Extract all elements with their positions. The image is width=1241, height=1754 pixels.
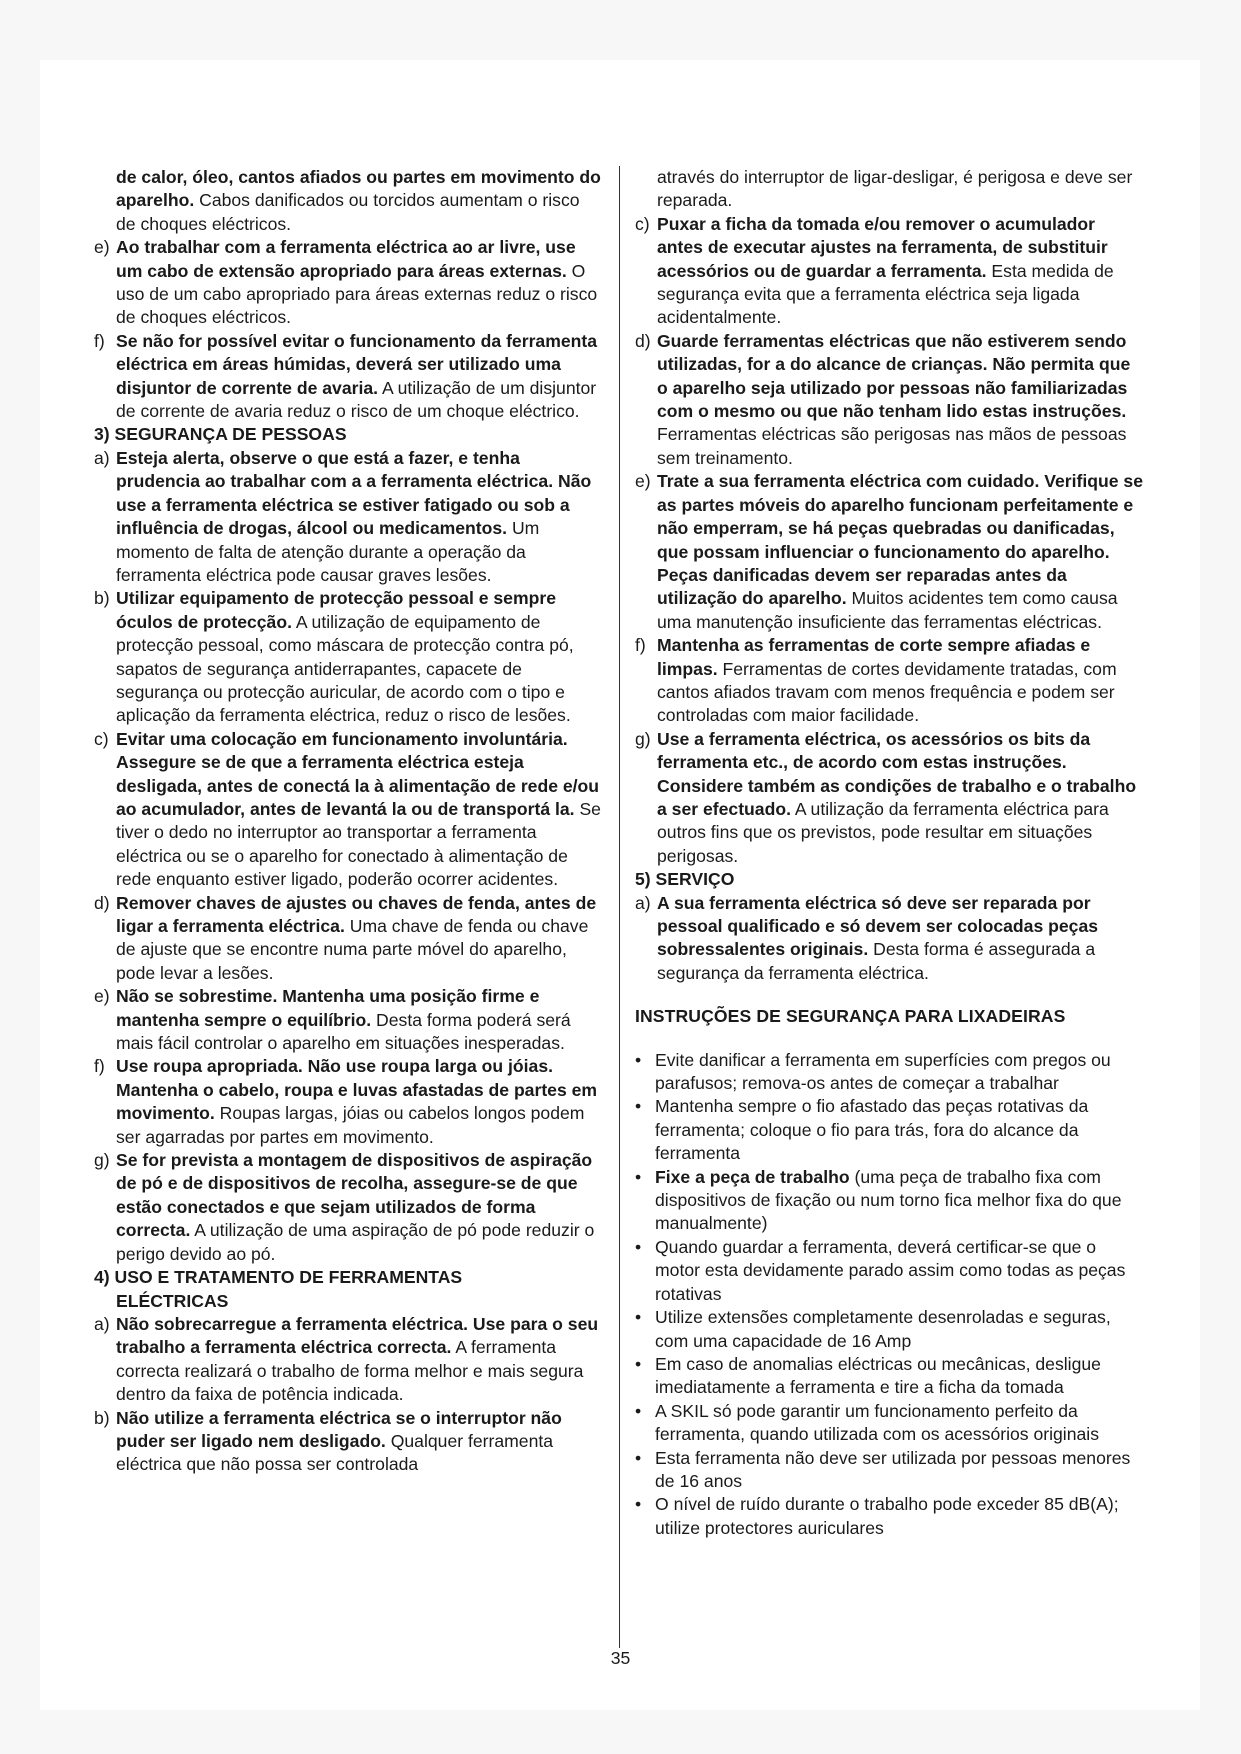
bullet-item [635,1166,1145,1236]
right-column [635,166,1145,1540]
item-label: b) [94,1407,110,1428]
item-text: A utilização da ferramenta eléctrica para outros fins que os previstos, pode resultar em situações perigosas. [657,798,1109,866]
bullet-item [635,1306,1145,1353]
bullet-item [635,1400,1145,1447]
item-text: Roupas largas, jóias ou cabelos longos podem ser agarradas por partes em movimento. [116,1103,585,1147]
instruction-item [635,470,1145,634]
item-label: f) [94,330,105,351]
bullet-icon: • [635,1236,642,1257]
instruction-item [94,985,602,1055]
item-emphasis: Ao trabalhar com a ferramenta eléctrica ao ar livre, use um cabo de extensão apropriado para áreas externas. [116,237,576,281]
item-text: Qualquer ferramenta eléctrica que não possa ser controlada [116,1430,554,1475]
item-text: A utilização de um disjuntor de corrente de avaria reduz o risco de um choque eléctrico. [116,377,597,422]
electrical-safety-items [94,236,602,423]
bullet-text: Em caso de anomalias eléctricas ou mecânicas, desligue imediatamente a ferramenta e tire a ficha da tomada [655,1353,1101,1398]
bullet-icon: • [635,1447,642,1468]
item-label: a) [94,447,110,468]
item-emphasis: Não sobrecarregue a ferramenta eléctrica. Use para o seu trabalho a ferramenta eléctrica correcta. [116,1313,599,1358]
instruction-item [94,236,602,330]
bullet-icon: • [635,1400,642,1421]
bullet-text: O nível de ruído durante o trabalho pode exceder 85 dB(A); utilize protectores auriculares [655,1494,1119,1538]
item-emphasis: Se for prevista a montagem de dispositivos de aspiração de pó e de dispositivos de recolha, assegure-se de que estão conectados e que sejam utilizados de forma correcta. [116,1150,593,1241]
item-label: f) [635,635,646,656]
item-text: Desta forma é assegurada a segurança da ferramenta eléctrica. [657,939,1096,983]
tool-use-items [94,1313,602,1477]
item-emphasis: Se não for possível evitar o funcionamento da ferramenta eléctrica em áreas húmidas, deverá ser utilizado uma disjuntor de corrente de avaria. [116,330,598,398]
item-emphasis: Use a ferramenta eléctrica, os acessórios os bits da ferramenta etc., de acordo com estas instruções. Considere também as condições de trabalho e o trabalho a ser efectuado. [657,728,1137,819]
item-emphasis: Guarde ferramentas eléctricas que não estiverem sendo utilizadas, for a do alcance de crianças. Não permita que o aparelho seja utilizado por pessoas não familiarizadas com o mesmo ou que não tenham lido estas instruções. [657,330,1131,422]
item-label: g) [94,1150,110,1171]
item-emphasis: Mantenha as ferramentas de corte sempre afiadas e limpas. [657,635,1091,679]
instruction-item [94,1149,602,1266]
bullet-item [635,1095,1145,1165]
instruction-item [94,330,602,424]
column-divider [619,166,620,1648]
item-label: c) [94,728,109,749]
instruction-item [94,1313,602,1407]
item-label: g) [635,728,651,749]
item-label: e) [94,237,110,258]
item-emphasis: Não se sobrestime. Mantenha uma posição firme e mantenha sempre o equilíbrio. [116,986,540,1030]
continued-item-e: de calor, óleo, cantos afiados ou partes em movimento do aparelho. Cabos danificados ou torcidos aumentam o risco de choques eléctricos. [116,167,601,234]
item-text: A ferramenta correcta realizará o trabalho de forma melhor e mais segura dentro da faixa de potência indicada. [116,1337,584,1405]
item-emphasis: Trate a sua ferramenta eléctrica com cuidado. Verifique se as partes móveis do aparelho funcionam perfeitamente e não emperram, se há peças quebradas ou danificadas, que possam influenciar o funcionamento do aparelho. Peças danificadas devem ser reparadas antes da utilização do aparelho. [657,471,1143,609]
item-emphasis: Esteja alerta, observe o que está a fazer, e tenha prudencia ao trabalhar com a a ferramenta eléctrica. Não use a ferramenta eléctrica se estiver fatigado ou sob a influência de drogas, álcool ou medicamentos. [116,447,592,539]
bullet-text: Evite danificar a ferramenta em superfícies com pregos ou parafusos; remova-os antes de começar a trabalhar [655,1049,1111,1094]
item-text: Um momento de falta de atenção durante a operação da ferramenta eléctrica pode causar graves lesões. [116,518,540,585]
item-label: e) [94,986,110,1007]
item-text: A utilização de equipamento de protecção pessoal, como máscara de protecção contra pó, sapatos de segurança antiderrapantes, capacete de segurança ou protecção auricular, de acordo com o tipo e aplicação da ferramenta eléctrica, reduz o risco de lesões. [116,611,574,726]
instruction-item [635,213,1145,330]
bullet-item [635,1353,1145,1400]
item-emphasis: Puxar a ficha da tomada e/ou remover o acumulador antes de executar ajustes na ferramenta, de substituir acessórios ou de guardar a ferramenta. [657,213,1108,281]
sander-safety-bullets [635,1049,1145,1541]
item-label: d) [94,892,110,913]
bullet-icon: • [635,1353,642,1374]
bullet-text: Esta ferramenta não deve ser utilizada por pessoas menores de 16 anos [655,1447,1131,1491]
bullet-text: Mantenha sempre o fio afastado das peças rotativas da ferramenta; coloque o fio para trás, fora do alcance da ferramenta [655,1096,1089,1164]
item-label: a) [635,892,651,913]
item-text: Esta medida de segurança evita que a ferramenta eléctrica seja ligada acidentalmente. [657,260,1114,328]
item-emphasis: Use roupa apropriada. Não use roupa larga ou jóias. Mantenha o cabelo, roupa e luvas afastadas de partes em movimento. [116,1056,598,1124]
bullet-icon: • [635,1494,642,1515]
bullet-text: A SKIL só pode garantir um funcionamento perfeito da ferramenta, quando utilizada com os acessórios originais [655,1400,1099,1445]
item-text: Ferramentas eléctricas são perigosas nas mãos de pessoas sem treinamento. [657,424,1127,468]
item-label: a) [94,1313,110,1334]
bullet-item [635,1447,1145,1494]
bullet-icon: • [635,1049,642,1070]
section-heading-service: 5) SERVIÇO [635,869,735,890]
bullet-icon: • [635,1166,642,1187]
item-text: Uma chave de fenda ou chave de ajuste que se encontre numa parte móvel do aparelho, pode levar a lesões. [116,916,589,983]
bullet-text: (uma peça de trabalho fixa com dispositivos de fixação ou num torno fica melhor fixa do que manualmente) [655,1166,1122,1234]
service-items [635,892,1145,986]
item-label: e) [635,471,651,492]
item-text: O uso de um cabo apropriado para áreas externas reduz o risco de choques eléctricos. [116,260,598,328]
item-emphasis: Utilizar equipamento de protecção pessoal e sempre óculos de protecção. [116,588,556,632]
item-text: A utilização de uma aspiração de pó pode reduzir o perigo devido ao pó. [116,1220,595,1264]
bullet-icon: • [635,1307,642,1328]
continued-item-b: através do interruptor de ligar-desligar, é perigosa e deve ser reparada. [657,167,1133,211]
item-emphasis: Não utilize a ferramenta eléctrica se o interruptor não puder ser ligado nem desligado. [116,1407,562,1451]
section-heading-tool-use: 4) USO E TRATAMENTO DE FERRAMENTAS ELÉCTRICAS [94,1267,463,1311]
instruction-item [635,892,1145,986]
tool-use-items-continued [635,213,1145,868]
item-text: Ferramentas de cortes devidamente tratadas, com cantos afiados travam com menos frequência e podem ser controladas com maior facilidade. [657,658,1117,726]
item-text: Muitos acidentes tem como causa uma manutenção insuficiente das ferramentas eléctricas. [657,588,1118,632]
bullet-item [635,1236,1145,1306]
item-text: Desta forma poderá será mais fácil controlar o aparelho em situações inesperadas. [116,1009,571,1054]
item-label: f) [94,1056,105,1077]
page-number: 35 [610,1648,631,1668]
item-label: d) [635,330,651,351]
instruction-item [635,728,1145,868]
instruction-item [94,892,602,986]
bullet-item [635,1049,1145,1096]
instruction-item [635,330,1145,470]
item-emphasis: A sua ferramenta eléctrica só deve ser reparada por pessoal qualificado e só devem ser colocadas peças sobressalentes originais. [657,892,1099,960]
bullet-text: Utilize extensões completamente desenroladas e seguras, com uma capacidade de 16 Amp [655,1307,1111,1351]
sander-safety-title: INSTRUÇÕES DE SEGURANÇA PARA LIXADEIRAS [635,1006,1066,1027]
item-label: b) [94,588,110,609]
section-heading-personal-safety: 3) SEGURANÇA DE PESSOAS [94,424,347,445]
bullet-icon: • [635,1096,642,1117]
instruction-item [94,447,602,587]
instruction-item [94,1055,602,1149]
item-emphasis: Remover chaves de ajustes ou chaves de fenda, antes de ligar a ferramenta eléctrica. [116,892,597,936]
instruction-item [94,728,602,892]
left-column [94,166,602,1477]
personal-safety-items [94,447,602,1266]
bullet-emphasis: Fixe a peça de trabalho [655,1166,850,1187]
bullet-text: Quando guardar a ferramenta, deverá certificar-se que o motor esta devidamente parado assim como todas as peças rotativas [655,1236,1126,1304]
instruction-item [635,634,1145,728]
instruction-item [94,587,602,727]
instruction-item [94,1407,602,1477]
item-label: c) [635,213,650,234]
item-text: Se tiver o dedo no interruptor ao transportar a ferramenta eléctrica ou se o aparelho for conectado à alimentação de rede enquanto estiver ligado, poderão ocorrer acidentes. [116,798,601,890]
item-emphasis: Evitar uma colocação em funcionamento involuntária. Assegure se de que a ferramenta eléctrica esteja desligada, antes de conectá la à alimentação de rede e/ou ao acumulador, antes de levantá la ou de transportá la. [116,728,600,819]
bullet-item [635,1493,1145,1540]
